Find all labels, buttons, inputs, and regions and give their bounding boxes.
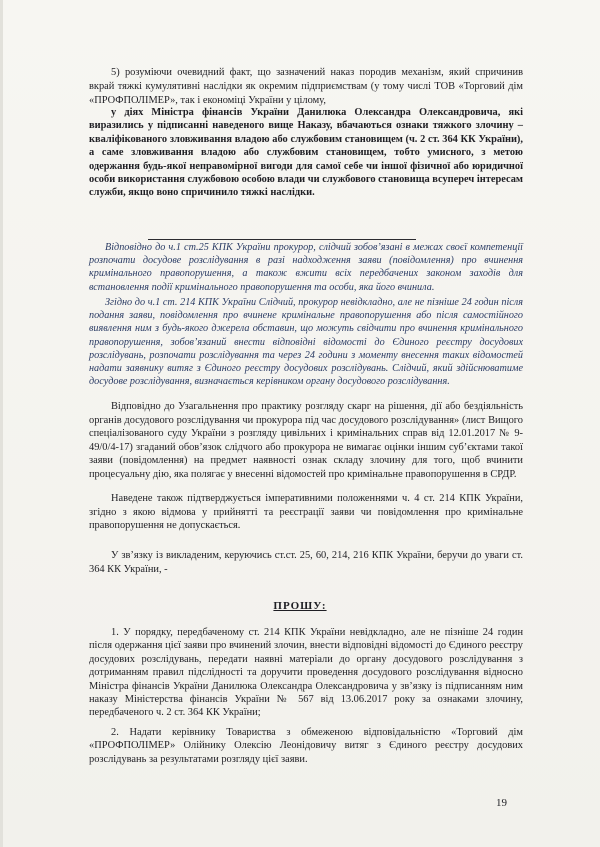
page-number: 19: [496, 797, 507, 809]
section-divider: [148, 239, 416, 240]
paragraph-guided-by: У зв’язку із викладеним, керуючись ст.ст. 25, 60, 214, 216 КПК України, беручи до уваги ст. 364 КК України, -: [89, 550, 523, 575]
request-item-2: 2. Надати керівнику Товариства з обмеженою відповідальністю «Торговий дім «ПРОФПОЛІМЕР» Олійнику Олексію Леонідовичу витяг з Єдиного реєстру досудових розслідувань за результатами розгляду цієї заяви.: [89, 727, 523, 765]
paragraph-generalization: Відповідно до Узагальнення про практику розгляду скарг на рішення, дії або бездіяльність органів досудового розслідування чи прокурора під час досудового розслідування» (лист Вищого спеціалізованого суду України з розгляду цивільних і кримінальних справ від 12.01.2017 № 9-49/0/4-17) згаданий обов’язок слідчого або прокурора не вимагає оцінки іншим суб’єктами такої заяви (повідомлення) на предмет наявності ознак складу злочину для того, щоб вчинити процесуальну дію, яка полягає у внесенні відомостей про кримінальне правопорушення в СРДР.: [89, 401, 523, 480]
italic-paragraph-article-214: Згідно до ч.1 ст. 214 КПК України Слідчий, прокурор невідкладно, але не пізніше 24 годин після подання заяви, повідомлення про вчинене кримінальне правопорушення або після самостійного виявлення ним з будь-якого джерела обставин, що можуть свідчити про вчинення кримінального правопорушення, зобов’язаний внести відповідні відомості до Єдиного реєстру досудових розслідувань, розпочати розслідування та через 24 години з моменту внесення таких відомостей надати заявнику витяг з Єдиного реєстру досудових розслідувань. Слідчий, який здійснюватиме досудове розслідування, визначається керівником органу досудового розслідування.: [89, 297, 523, 388]
paragraph-point-5: 5) розуміючи очевидний факт, що зазначений наказ породив механізм, який спричинив вкрай тяжкі кумулятивні наслідки як окремим підприємствам (у тому числі ТОВ «Торговий дім «ПРОФПОЛІМЕР», так і економіці України у цілому,: [89, 67, 523, 107]
request-heading: ПРОШУ:: [273, 600, 327, 612]
italic-paragraph-article-25: Відповідно до ч.1 ст.25 КПК України прокурор, слідчий зобов’язані в межах своєї компетенції розпочати досудове розслідування в разі надходження заяви (повідомлення) про вчинення кримінального правопорушення, а також вжити всіх передбачених законом заходів для встановлення події кримінального правопорушення та особи, яка його вчинила.: [89, 242, 523, 293]
paragraph-imperative: Наведене також підтверджується імперативними положеннями ч. 4 ст. 214 КПК України, згідно з якою відмова у прийнятті та реєстрації заяви чи повідомлення про кримінальне правопорушення не допускається.: [89, 493, 523, 532]
request-item-1: 1. У порядку, передбаченому ст. 214 КПК України невідкладно, але не пізніше 24 годин після одержання цієї заяви про вчинений злочин, внести відповідні відомості до Єдиного реєстру досудових розслідувань, передати наявні матеріали до органу досудового розслідування з дотриманням правил підслідності та доручити проведення досудового розслідування відносно Міністра фінансів України Данилюка Олександра Олександровича у зв’язку із підписанням ним наказу Міністерства фінансів України № 567 від 13.06.2017 року за ознаками злочину, передбаченого ч. 2 ст. 364 КК України;: [89, 627, 523, 719]
page-edge: [0, 0, 3, 847]
bold-conclusion: у діях Міністра фінансів України Данилюка Олександра Олександровича, які виразились у підписанні наведеного вище Наказу, вбачаються ознаки тяжкого злочину – кваліфікованого зловживання владою або службовим становищем (ч. 2 ст. 364 КК України), а саме зловживання владою або службовим становищем, тобто умисного, з метою одержання будь-якої неправомірної вигоди для самої себе чи іншої фізичної або юридичної особи використання службовою особою влади чи службового становища всупереч інтересам служби, якщо воно спричинило тяжкі наслідки.: [89, 107, 523, 199]
